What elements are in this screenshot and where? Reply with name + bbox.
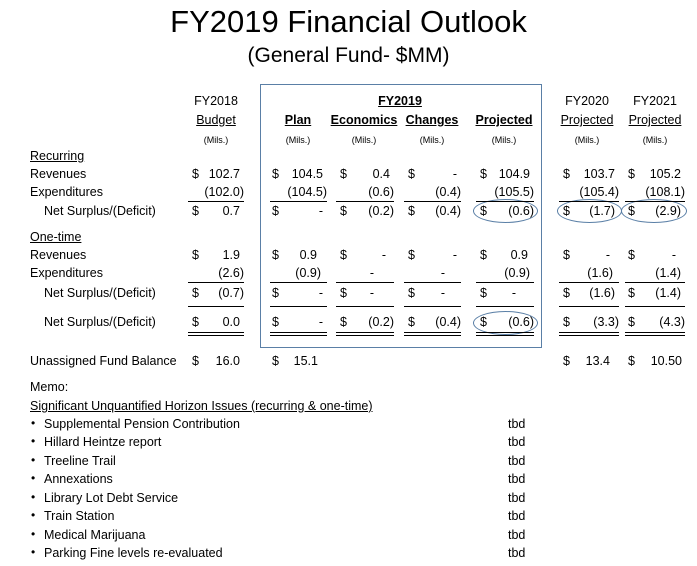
dollar-sign: $ [563,354,570,368]
cell-value: 0.9 [510,248,528,262]
memo-item-value: tbd [508,454,526,468]
row-underline [476,335,534,336]
cell-value: 0.0 [222,315,240,329]
cell-value: (1.4) [655,266,681,280]
bullet-icon: • [31,471,36,485]
bullet-icon: • [31,508,36,522]
row-underline [404,335,461,336]
cell-value: - [511,286,516,300]
row-underline [270,306,327,307]
row-underline [559,201,619,202]
row-underline [559,335,619,336]
cell-value: 105.2 [649,167,681,181]
dollar-sign: $ [272,354,279,368]
cell-value: - [318,315,323,329]
row-underline [625,335,685,336]
cell-value: (104.5) [287,185,327,199]
row-underline [188,335,244,336]
cell-value: (1.4) [655,286,681,300]
row-underline [188,306,244,307]
cell-value: (1.6) [587,266,613,280]
cell-value: - [369,266,374,280]
memo-item-label: Library Lot Debt Service [44,491,179,505]
cell-value: 104.5 [291,167,323,181]
memo-label: Memo: [30,380,69,394]
dollar-sign: $ [340,286,347,300]
mils-label: (Mils.) [419,135,445,145]
page-title: FY2019 Financial Outlook [170,4,527,39]
cell-value: (0.6) [508,315,534,329]
row-underline [188,201,244,202]
memo-item-label: Supplemental Pension Contribution [44,417,240,431]
row-underline [336,332,394,333]
header-projected: Projected [475,113,533,127]
dollar-sign: $ [272,315,279,329]
memo-item-value: tbd [508,528,526,542]
bullet-icon: • [31,434,36,448]
dollar-sign: $ [628,167,635,181]
cell-value: (105.5) [494,185,534,199]
dollar-sign: $ [272,286,279,300]
mils-label: (Mils.) [574,135,600,145]
memo-item-label: Hillard Heintze report [44,435,162,449]
cell-value: (0.2) [368,315,394,329]
dollar-sign: $ [192,315,199,329]
row-underline [270,335,327,336]
row-underline [559,282,619,283]
section-label-onetime: One-time [30,230,82,244]
memo-item-value: tbd [508,509,526,523]
cell-value: (0.6) [368,185,394,199]
cell-value: 1.9 [222,248,240,262]
dollar-sign: $ [480,204,487,218]
cell-value: (2.9) [655,204,681,218]
cell-value: (0.9) [295,266,321,280]
header-fy2020-projected: Projected [560,113,614,127]
dollar-sign: $ [563,248,570,262]
bullet-icon: • [31,490,36,504]
cell-value: - [318,286,323,300]
row-label: Net Surplus/(Deficit) [44,286,156,300]
bullet-icon: • [31,545,36,559]
dollar-sign: $ [340,248,347,262]
row-label: Net Surplus/(Deficit) [44,204,156,218]
cell-value: 10.50 [650,354,682,368]
cell-value: 0.7 [222,204,240,218]
mils-label: (Mils.) [351,135,377,145]
dollar-sign: $ [192,286,199,300]
row-underline [270,282,327,283]
row-underline [270,332,327,333]
dollar-sign: $ [192,354,199,368]
mils-label: (Mils.) [491,135,517,145]
row-label: Unassigned Fund Balance [30,354,177,368]
row-underline [404,306,461,307]
mils-label: (Mils.) [285,135,311,145]
mils-label: (Mils.) [642,135,668,145]
page-subtitle: (General Fund- $MM) [247,44,450,67]
row-label: Revenues [30,248,87,262]
row-underline [625,306,685,307]
bullet-icon: • [31,416,36,430]
row-label: Expenditures [30,185,103,199]
dollar-sign: $ [272,167,279,181]
cell-value: (0.4) [435,315,461,329]
cell-value: 0.4 [372,167,390,181]
row-label: Revenues [30,167,87,181]
row-underline [476,332,534,333]
row-underline [625,282,685,283]
row-label: Expenditures [30,266,103,280]
header-fy2018: FY2018 [194,94,238,108]
memo-item-value: tbd [508,417,526,431]
header-fy2021: FY2021 [633,94,677,108]
cell-value: 104.9 [498,167,530,181]
dollar-sign: $ [628,204,635,218]
header-economics: Economics [330,113,398,127]
cell-value: (0.4) [435,185,461,199]
cell-value: (1.6) [589,286,615,300]
cell-value: (105.4) [579,185,619,199]
cell-value: (0.9) [504,266,530,280]
memo-item-label: Treeline Trail [44,454,116,468]
mils-label: (Mils.) [203,135,229,145]
row-underline [476,306,534,307]
dollar-sign: $ [408,204,415,218]
cell-value: 102.7 [208,167,240,181]
dollar-sign: $ [563,286,570,300]
row-underline [270,201,327,202]
dollar-sign: $ [628,354,635,368]
row-underline [188,282,244,283]
dollar-sign: $ [272,248,279,262]
row-underline [188,332,244,333]
cell-value: 103.7 [583,167,615,181]
dollar-sign: $ [563,204,570,218]
dollar-sign: $ [628,248,635,262]
dollar-sign: $ [340,315,347,329]
row-underline [404,201,461,202]
row-underline [559,332,619,333]
header-fy2019: FY2019 [378,94,422,108]
dollar-sign: $ [272,204,279,218]
row-underline [404,332,461,333]
row-underline [336,306,394,307]
dollar-sign: $ [408,286,415,300]
cell-value: (102.0) [204,185,244,199]
cell-value: - [440,286,445,300]
dollar-sign: $ [563,167,570,181]
dollar-sign: $ [340,167,347,181]
dollar-sign: $ [628,315,635,329]
cell-value: 16.0 [215,354,240,368]
cell-value: - [452,248,457,262]
cell-value: - [605,248,610,262]
bullet-icon: • [31,453,36,467]
cell-value: (0.6) [508,204,534,218]
memo-item-label: Annexations [44,472,113,486]
cell-value: - [381,248,386,262]
cell-value: (3.3) [593,315,619,329]
cell-value: (108.1) [645,185,685,199]
dollar-sign: $ [192,204,199,218]
row-underline [625,201,685,202]
cell-value: - [671,248,676,262]
section-label-recurring: Recurring [30,149,85,163]
cell-value: - [369,286,374,300]
dollar-sign: $ [480,286,487,300]
header-fy2021-projected: Projected [628,113,682,127]
dollar-sign: $ [408,248,415,262]
cell-value: (0.2) [368,204,394,218]
dollar-sign: $ [563,315,570,329]
dollar-sign: $ [340,204,347,218]
cell-value: 15.1 [293,354,318,368]
cell-value: (2.6) [218,266,244,280]
dollar-sign: $ [192,167,199,181]
memo-item-value: tbd [508,491,526,505]
cell-value: 0.9 [299,248,317,262]
dollar-sign: $ [192,248,199,262]
dollar-sign: $ [480,167,487,181]
memo-item-label: Train Station [44,509,115,523]
cell-value: (0.4) [435,204,461,218]
cell-value: 13.4 [585,354,610,368]
cell-value: - [440,266,445,280]
dollar-sign: $ [480,315,487,329]
dollar-sign: $ [408,315,415,329]
header-budget: Budget [196,113,236,127]
cell-value: (1.7) [589,204,615,218]
bullet-icon: • [31,527,36,541]
memo-item-label: Parking Fine levels re-evaluated [44,546,223,560]
header-fy2020: FY2020 [565,94,609,108]
dollar-sign: $ [408,167,415,181]
row-underline [336,201,394,202]
memo-heading: Significant Unquantified Horizon Issues (recurring & one-time) [30,399,373,413]
dollar-sign: $ [480,248,487,262]
dollar-sign: $ [628,286,635,300]
cell-value: (4.3) [659,315,685,329]
memo-item-value: tbd [508,435,526,449]
row-underline [476,282,534,283]
row-underline [336,335,394,336]
memo-item-value: tbd [508,472,526,486]
row-underline [559,306,619,307]
cell-value: - [318,204,323,218]
row-underline [476,201,534,202]
row-underline [336,282,394,283]
header-plan: Plan [284,113,312,127]
header-changes: Changes [405,113,459,127]
cell-value: (0.7) [218,286,244,300]
cell-value: - [452,167,457,181]
row-underline [625,332,685,333]
row-label: Net Surplus/(Deficit) [44,315,156,329]
row-underline [404,282,461,283]
memo-item-value: tbd [508,546,526,560]
memo-item-label: Medical Marijuana [44,528,146,542]
